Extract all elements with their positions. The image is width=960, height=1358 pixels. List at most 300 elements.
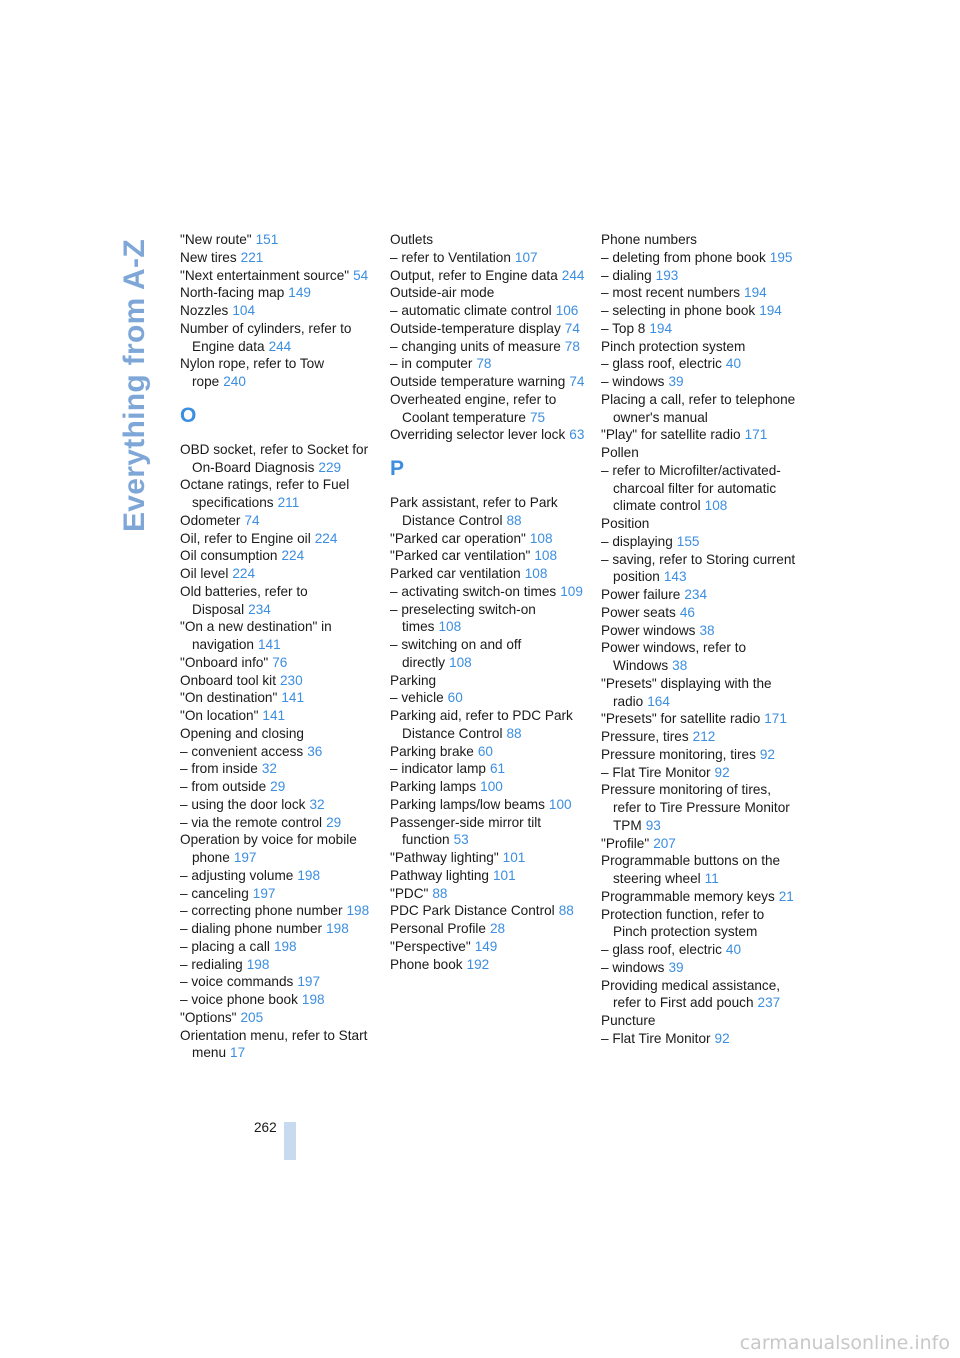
- index-entry-text: Phone numbers: [601, 232, 697, 247]
- index-page-link[interactable]: 171: [764, 711, 787, 727]
- index-entry-text: – selecting in phone book: [601, 303, 756, 318]
- index-page-link[interactable]: 74: [244, 512, 260, 528]
- index-page-link[interactable]: 36: [307, 743, 323, 759]
- index-entry: [390, 426, 586, 444]
- index-column-1: [180, 231, 376, 1062]
- index-entry-text: Old batteries, refer to Disposal: [180, 583, 308, 617]
- index-entry: [180, 778, 376, 796]
- index-page-link[interactable]: 194: [759, 303, 782, 318]
- index-entry-text: Position: [601, 516, 650, 531]
- index-entry: [390, 373, 586, 391]
- index-entry-text: Outside-temperature display: [390, 320, 561, 336]
- index-page-link[interactable]: 234: [684, 587, 708, 602]
- index-page-link[interactable]: 11: [704, 871, 719, 886]
- index-page-link[interactable]: 40: [725, 942, 742, 957]
- index-page-link[interactable]: 207: [653, 835, 676, 851]
- index-entry-text: Personal Profile: [390, 921, 486, 936]
- index-entry-text: – most recent numbers: [601, 285, 741, 301]
- index-letter-heading: P: [390, 457, 405, 480]
- index-page-link[interactable]: 108: [529, 530, 553, 546]
- index-entry: [180, 618, 376, 654]
- index-entry: [601, 231, 797, 249]
- index-entry: [601, 1030, 797, 1048]
- index-entry-text: Power windows, refer to Windows: [601, 640, 747, 673]
- index-entry: [180, 512, 376, 530]
- index-page-link[interactable]: 197: [252, 885, 276, 901]
- index-entry: [390, 302, 586, 320]
- index-entry-text: Output, refer to Engine data: [390, 267, 558, 283]
- index-page-link[interactable]: 53: [453, 832, 469, 848]
- index-page-link[interactable]: 92: [714, 764, 730, 780]
- index-entry-text: Protection function, refer to Pinch protection system: [601, 906, 765, 940]
- index-entry: [601, 373, 797, 391]
- index-entry: [601, 852, 797, 888]
- index-page-link[interactable]: 93: [645, 817, 661, 833]
- index-entry-text: Nylon rope, refer to Tow rope: [180, 356, 325, 389]
- index-entry: [601, 622, 797, 640]
- index-page-link[interactable]: 107: [514, 249, 538, 265]
- index-entry: [390, 565, 586, 583]
- index-page-link[interactable]: 74: [564, 320, 580, 336]
- index-page-link[interactable]: 78: [564, 338, 580, 354]
- index-entry-text: Park assistant, refer to Park Distance Control: [390, 495, 558, 528]
- index-page-link[interactable]: 171: [744, 427, 768, 443]
- index-entry: [390, 796, 586, 814]
- index-entry: [601, 781, 797, 834]
- index-page-link[interactable]: 108: [534, 548, 558, 564]
- index-entry-text: – glass roof, electric: [601, 942, 722, 957]
- index-entry: [601, 586, 797, 604]
- index-entry: [180, 973, 376, 991]
- index-entry-text: – voice phone book: [180, 992, 298, 1007]
- index-page-link[interactable]: 108: [704, 498, 728, 514]
- index-entry: [390, 231, 586, 249]
- index-entry: [390, 494, 586, 530]
- index-entry-text: Parking lamps/low beams: [390, 796, 545, 812]
- index-page-link[interactable]: 101: [502, 850, 526, 865]
- index-entry: [180, 991, 376, 1009]
- index-page-link[interactable]: 198: [326, 921, 349, 936]
- index-entry-text: – dialing: [601, 267, 652, 283]
- index-entry-text: "Perspective": [390, 938, 471, 954]
- index-entry-text: Placing a call, refer to telephone owner's manual: [601, 391, 796, 425]
- index-entry-text: Operation by voice for mobile phone: [180, 832, 357, 865]
- index-page-link[interactable]: 29: [326, 814, 342, 830]
- index-page-link[interactable]: 198: [273, 938, 297, 954]
- index-entry-text: – dialing phone number: [180, 921, 323, 936]
- index-entry-text: Outside-air mode: [390, 285, 495, 301]
- index-entry-text: Orientation menu, refer to Start menu: [180, 1027, 368, 1061]
- index-entry: [601, 284, 797, 302]
- index-page-link[interactable]: 194: [744, 285, 767, 301]
- index-entry-text: – saving, refer to Storing current position: [601, 551, 796, 585]
- index-entry: [601, 551, 797, 587]
- side-title-text: Everything from A-Z: [118, 239, 151, 532]
- index-entry: [601, 764, 797, 782]
- index-entry: [601, 249, 797, 267]
- index-entry: [601, 888, 797, 906]
- index-entry-text: – from outside: [180, 779, 267, 794]
- index-page-link[interactable]: 88: [506, 725, 522, 741]
- index-entry: [601, 710, 797, 728]
- index-entry: [180, 831, 376, 867]
- index-page-link[interactable]: 29: [270, 779, 286, 794]
- index-entry-text: Power seats: [601, 604, 676, 620]
- index-page-link[interactable]: 63: [569, 427, 585, 443]
- index-entry-text: Opening and closing: [180, 725, 304, 741]
- index-entry-text: – activating switch-on times: [390, 583, 557, 599]
- index-entry-text: New tires: [180, 249, 237, 265]
- index-page-link[interactable]: 141: [257, 637, 281, 652]
- index-entry: [390, 920, 586, 938]
- index-entry: [390, 689, 586, 707]
- index-entry: [601, 462, 797, 515]
- index-page-link[interactable]: 149: [474, 938, 498, 954]
- index-entry-text: "Parked car operation": [390, 530, 526, 546]
- index-entry-text: – using the door lock: [180, 796, 306, 812]
- index-entry-text: "Options": [180, 1009, 237, 1025]
- index-page-link[interactable]: 192: [466, 956, 490, 972]
- index-entry: [601, 515, 797, 533]
- index-page-link[interactable]: 88: [558, 903, 574, 919]
- index-entry-text: Parking brake: [390, 743, 474, 759]
- index-entry-text: "On location": [180, 708, 259, 723]
- index-entry-text: – glass roof, electric: [601, 356, 722, 372]
- index-page-link[interactable]: 39: [668, 959, 684, 975]
- index-entry: [180, 725, 376, 743]
- index-entry-text: – from inside: [180, 761, 258, 777]
- index-entry-text: North-facing map: [180, 285, 285, 301]
- index-entry: [390, 672, 586, 690]
- index-entry-text: Pressure monitoring, tires: [601, 746, 756, 762]
- index-entry-text: – windows: [601, 959, 665, 975]
- index-entry-text: – refer to Ventilation: [390, 249, 511, 265]
- index-entry: [601, 1012, 797, 1030]
- index-entry-text: Puncture: [601, 1013, 656, 1028]
- index-entry: [180, 565, 376, 583]
- index-page-link[interactable]: 92: [759, 746, 775, 762]
- index-entry: [180, 355, 376, 391]
- index-entry-text: – indicator lamp: [390, 761, 486, 777]
- page-marker-bar: [284, 1122, 296, 1160]
- index-page-link[interactable]: 141: [262, 708, 286, 723]
- index-entry: [390, 267, 586, 285]
- index-entry: [601, 320, 797, 338]
- index-entry: [601, 444, 797, 462]
- index-page-link[interactable]: 54: [353, 267, 369, 283]
- index-entry-text: Pressure monitoring of tires, refer to Tire Pressure Monitor TPM: [601, 782, 790, 833]
- index-entry-text: Passenger-side mirror tilt function: [390, 814, 542, 848]
- index-page-link[interactable]: 197: [297, 974, 321, 990]
- index-entry-text: "Presets" displaying with the radio: [601, 675, 772, 709]
- index-entry-text: – displaying: [601, 533, 673, 549]
- index-entry-text: Overheated engine, refer to Coolant temperature: [390, 391, 557, 425]
- index-entry-text: – refer to Microfilter/activated-charcoal filter for automatic climate control: [601, 462, 781, 514]
- index-page-link[interactable]: 32: [309, 796, 325, 812]
- index-entry-text: Octane ratings, refer to Fuel specifications: [180, 477, 350, 510]
- index-page-link[interactable]: 211: [277, 495, 300, 510]
- index-entry-text: – canceling: [180, 885, 249, 901]
- index-entry-text: – deleting from phone book: [601, 249, 766, 265]
- index-entry: [180, 814, 376, 832]
- index-entry-text: "Presets" for satellite radio: [601, 711, 761, 727]
- index-entry: [601, 977, 797, 1013]
- index-entry-text: Outlets: [390, 232, 434, 247]
- index-page-link[interactable]: 60: [447, 690, 463, 706]
- index-entry: [390, 707, 586, 743]
- index-entry-text: Parking: [390, 672, 437, 688]
- index-entry: [390, 885, 586, 903]
- index-entry-text: "Next entertainment source": [180, 267, 350, 283]
- index-entry: [180, 267, 376, 285]
- index-entry-text: Number of cylinders, refer to Engine data: [180, 320, 352, 354]
- index-entry-text: – automatic climate control: [390, 303, 552, 318]
- index-entry: [601, 267, 797, 285]
- index-entry: [601, 959, 797, 977]
- index-page-link[interactable]: 17: [230, 1045, 246, 1061]
- index-entry-text: "Play" for satellite radio: [601, 427, 741, 443]
- index-entry-text: Phone book: [390, 956, 463, 972]
- index-entry: [180, 920, 376, 938]
- index-column-2: [390, 231, 586, 973]
- index-entry-text: – switching on and off directly: [390, 637, 522, 670]
- index-entry-text: Nozzles: [180, 303, 229, 318]
- index-page-link[interactable]: 224: [314, 530, 338, 546]
- index-page-link[interactable]: 74: [569, 374, 585, 389]
- index-entry-text: OBD socket, refer to Socket for On-Board Diagnosis: [180, 441, 369, 475]
- index-page-link[interactable]: 164: [647, 693, 670, 709]
- index-entry: [601, 355, 797, 373]
- index-entry: [180, 441, 376, 477]
- index-page-link[interactable]: 21: [778, 888, 794, 904]
- index-entry: [390, 320, 586, 338]
- index-entry: [180, 689, 376, 707]
- index-entry-text: – preselecting switch-on times: [390, 601, 536, 635]
- index-entry: [180, 938, 376, 956]
- index-entry-text: "Profile": [601, 835, 650, 851]
- index-entry: [180, 867, 376, 885]
- index-page-link[interactable]: 197: [233, 850, 257, 865]
- index-entry-text: Overriding selector lever lock: [390, 427, 566, 443]
- index-entry: [390, 956, 586, 974]
- index-column-3: [601, 231, 797, 1048]
- index-page-link[interactable]: 224: [232, 566, 256, 581]
- index-entry-text: – correcting phone number: [180, 903, 343, 919]
- index-entry: [180, 530, 376, 548]
- index-page-link[interactable]: 88: [506, 512, 522, 528]
- index-page-link[interactable]: 28: [489, 921, 506, 936]
- index-entry: [390, 601, 586, 637]
- index-page-link[interactable]: 39: [668, 374, 684, 389]
- index-entry: [390, 284, 586, 302]
- index-entry-text: Programmable buttons on the steering wheel: [601, 853, 781, 886]
- index-entry-text: – changing units of measure: [390, 338, 561, 354]
- index-entry-text: Power failure: [601, 587, 681, 602]
- index-entry: [601, 338, 797, 356]
- index-page-link[interactable]: 240: [223, 374, 246, 389]
- index-page-link[interactable]: 224: [281, 548, 305, 564]
- index-entry-text: Parking aid, refer to PDC Park Distance Control: [390, 708, 573, 741]
- index-entry: [390, 636, 586, 672]
- index-entry-text: – adjusting volume: [180, 867, 294, 883]
- index-page-link[interactable]: 76: [272, 654, 288, 670]
- index-entry-text: "Parked car ventilation": [390, 548, 531, 564]
- index-entry: [180, 320, 376, 356]
- index-page-link[interactable]: 155: [676, 533, 700, 549]
- index-entry-text: "Pathway lighting": [390, 850, 499, 865]
- index-entry-text: – Top 8: [601, 320, 646, 336]
- index-entry: [601, 906, 797, 942]
- index-entry: [180, 672, 376, 690]
- index-entry: [601, 675, 797, 711]
- index-entry-text: Providing medical assistance, refer to First add pouch: [601, 977, 781, 1011]
- index-page-link[interactable]: 32: [261, 761, 277, 777]
- index-page-link[interactable]: 194: [649, 320, 673, 336]
- index-entry: [180, 902, 376, 920]
- index-entry-text: Pinch protection system: [601, 338, 746, 354]
- index-entry: [390, 338, 586, 356]
- index-page-link[interactable]: 108: [524, 566, 548, 581]
- index-page-link[interactable]: 198: [246, 956, 270, 972]
- index-page-link[interactable]: 198: [301, 992, 325, 1007]
- index-entry-text: – in computer: [390, 356, 473, 372]
- index-entry: [601, 639, 797, 675]
- index-entry: [601, 604, 797, 622]
- index-entry-text: Oil, refer to Engine oil: [180, 530, 311, 546]
- index-entry-text: "On a new destination" in navigation: [180, 619, 332, 652]
- index-entry: [390, 902, 586, 920]
- index-entry-text: Pathway lighting: [390, 867, 489, 883]
- index-entry: [180, 654, 376, 672]
- index-entry: [180, 231, 376, 249]
- index-page-link[interactable]: 149: [288, 285, 311, 301]
- index-entry: [180, 707, 376, 725]
- index-page-link[interactable]: 100: [480, 779, 503, 794]
- index-entry: [390, 743, 586, 761]
- index-entry-text: – via the remote control: [180, 814, 323, 830]
- index-entry: [390, 849, 586, 867]
- index-entry: [390, 938, 586, 956]
- index-entry-text: Oil consumption: [180, 548, 278, 564]
- index-page-link[interactable]: 141: [281, 690, 305, 706]
- index-page-link[interactable]: 205: [240, 1009, 264, 1025]
- page-number: 262: [254, 1120, 277, 1135]
- index-entry: [180, 1009, 376, 1027]
- watermark: carmanualsonline.info: [739, 1332, 950, 1354]
- index-entry-text: Pollen: [601, 445, 639, 460]
- index-page-link[interactable]: 221: [240, 249, 264, 265]
- index-page-link[interactable]: 193: [655, 267, 679, 283]
- index-entry: [390, 530, 586, 548]
- index-page-link[interactable]: 92: [714, 1030, 730, 1046]
- index-entry-text: Programmable memory keys: [601, 888, 775, 904]
- index-page-link[interactable]: 198: [346, 903, 370, 919]
- index-entry-text: Power windows: [601, 622, 696, 638]
- index-page-link[interactable]: 108: [438, 619, 462, 635]
- index-entry-text: – placing a call: [180, 938, 270, 954]
- index-entry-text: – voice commands: [180, 974, 294, 990]
- index-entry: [180, 956, 376, 974]
- index-page-link[interactable]: 198: [297, 867, 321, 883]
- index-entry: [180, 1027, 376, 1063]
- index-entry-text: Outside temperature warning: [390, 374, 566, 389]
- index-entry-text: Parking lamps: [390, 779, 477, 794]
- index-entry-text: – redialing: [180, 956, 243, 972]
- index-entry: [180, 583, 376, 619]
- index-page-link[interactable]: 78: [476, 356, 492, 372]
- index-page-link[interactable]: 230: [279, 672, 303, 688]
- index-page-link[interactable]: 109: [560, 583, 583, 599]
- index-entry-text: Oil level: [180, 566, 229, 581]
- index-entry: [390, 778, 586, 796]
- index-letter-heading: O: [180, 403, 197, 427]
- index-page-link[interactable]: 244: [561, 267, 585, 283]
- index-page-link[interactable]: 143: [663, 569, 687, 585]
- index-entry: [390, 583, 586, 601]
- index-entry: [390, 867, 586, 885]
- index-entry: [601, 533, 797, 551]
- index-page-link[interactable]: 244: [268, 338, 292, 354]
- index-entry: [390, 391, 586, 427]
- index-entry-text: – convenient access: [180, 743, 304, 759]
- index-page-link[interactable]: 61: [489, 761, 506, 777]
- index-entry-text: – vehicle: [390, 690, 444, 706]
- index-entry: [601, 941, 797, 959]
- index-entry-text: – windows: [601, 374, 665, 389]
- index-page-link[interactable]: 60: [477, 743, 493, 759]
- index-page-link[interactable]: 234: [248, 601, 271, 617]
- index-page-link[interactable]: 38: [672, 658, 688, 673]
- index-page-link[interactable]: 100: [548, 796, 572, 812]
- index-page-link[interactable]: 38: [699, 622, 715, 638]
- index-entry: [601, 391, 797, 427]
- index-entry-text: "PDC": [390, 885, 429, 901]
- index-entry-text: Onboard tool kit: [180, 672, 276, 688]
- index-page-link[interactable]: 106: [555, 303, 579, 318]
- index-entry-text: "Onboard info": [180, 654, 269, 670]
- index-entry: [601, 426, 797, 444]
- index-entry-text: Pressure, tires: [601, 729, 689, 744]
- index-page-link[interactable]: 237: [757, 995, 781, 1011]
- index-entry: [180, 476, 376, 512]
- index-entry-text: Odometer: [180, 512, 241, 528]
- index-entry: [390, 355, 586, 373]
- index-page-link[interactable]: 108: [449, 654, 472, 670]
- index-entry: [601, 728, 797, 746]
- index-entry-text: "New route": [180, 232, 252, 247]
- index-page-link[interactable]: 212: [692, 729, 716, 744]
- index-entry: [601, 835, 797, 853]
- index-entry: [180, 796, 376, 814]
- index-page-link[interactable]: 40: [725, 356, 742, 372]
- index-entry: [601, 302, 797, 320]
- index-entry: [390, 249, 586, 267]
- index-page-link[interactable]: 75: [529, 409, 546, 425]
- index-page-link[interactable]: 101: [493, 867, 516, 883]
- index-entry: [180, 302, 376, 320]
- index-page-link[interactable]: 229: [318, 459, 342, 475]
- index-page-link[interactable]: 88: [432, 885, 448, 901]
- index-entry: [180, 284, 376, 302]
- index-page-link[interactable]: 46: [679, 604, 695, 620]
- index-entry-text: – Flat Tire Monitor: [601, 1030, 711, 1046]
- index-page-link[interactable]: 151: [255, 232, 279, 247]
- index-entry: [390, 814, 586, 850]
- index-page-link[interactable]: 104: [232, 303, 256, 318]
- index-entry-text: PDC Park Distance Control: [390, 903, 555, 919]
- index-entry: [180, 743, 376, 761]
- index-page-link[interactable]: 195: [769, 249, 793, 265]
